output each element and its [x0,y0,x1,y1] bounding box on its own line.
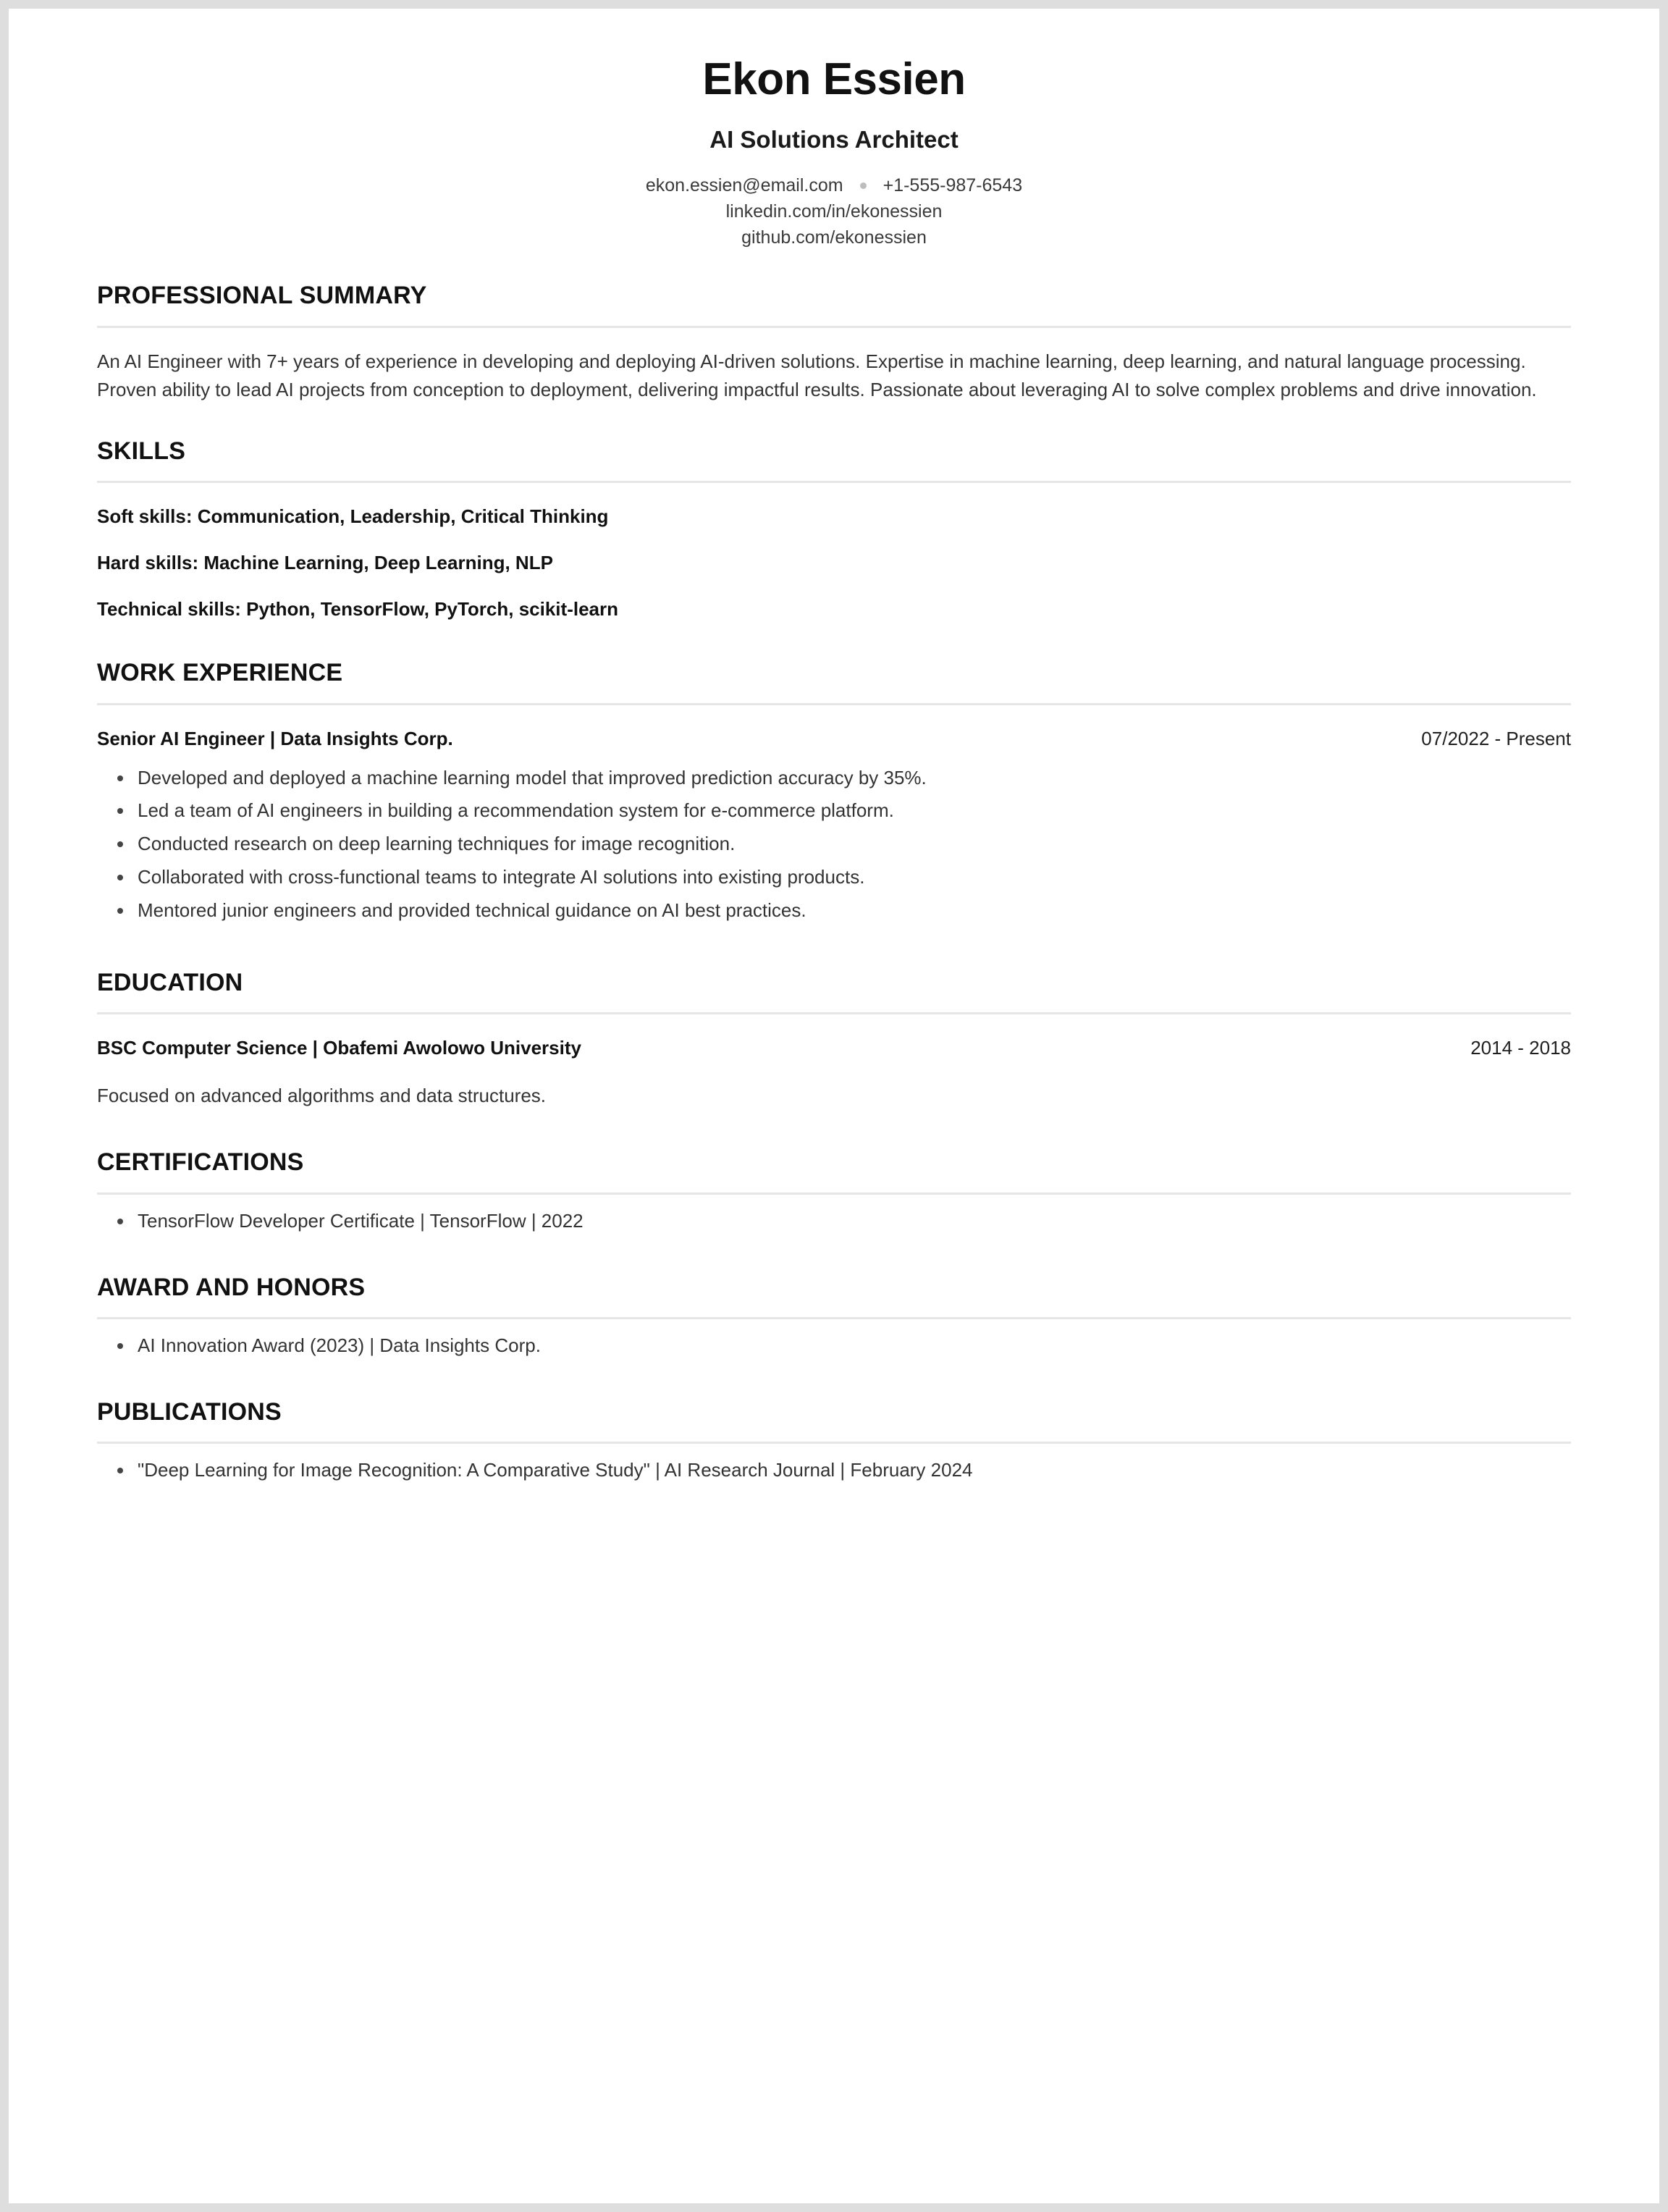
section-divider [97,1012,1571,1014]
list-item: Developed and deployed a machine learning model that improved prediction accuracy by 35%. [97,765,1571,791]
contact-phone[interactable]: +1-555-987-6543 [883,175,1023,196]
section-heading: PUBLICATIONS [97,1397,282,1426]
section-work-experience [97,660,1571,922]
section-divider [97,703,1571,705]
publications-list [97,1458,1571,1483]
section-heading: WORK EXPERIENCE [97,659,343,687]
section-certifications [97,1149,1571,1233]
section-heading: SKILLS [97,437,186,465]
education-note: Focused on advanced algorithms and data structures. [97,1084,547,1106]
list-item: AI Innovation Award (2023) | Data Insights Corp. [97,1333,1571,1358]
resume-page [9,9,1659,2203]
section-professional-summary [97,282,1571,404]
resume-header [97,9,1571,249]
candidate-name: Ekon Essien [702,54,966,104]
section-awards-and-honors [97,1274,1571,1358]
list-item: Led a team of AI engineers in building a recommendation system for e-commerce platform. [97,798,1571,823]
section-heading: AWARD AND HONORS [97,1273,366,1301]
section-divider [97,326,1571,328]
list-item: Collaborated with cross-functional teams to integrate AI solutions into existing products. [97,865,1571,890]
list-item: TensorFlow Developer Certificate | TensorFlow | 2022 [97,1208,1571,1234]
section-heading: CERTIFICATIONS [97,1148,304,1177]
experience-entry-header [97,727,1571,752]
section-education [97,970,1571,1109]
contact-github[interactable]: github.com/ekonessien [741,227,927,248]
awards-list [97,1333,1571,1358]
separator-dot-icon [860,182,867,189]
section-skills [97,438,1571,623]
candidate-job-title: AI Solutions Architect [709,126,959,154]
experience-date-range: 07/2022 - Present [1421,727,1571,749]
section-heading: EDUCATION [97,968,243,996]
experience-entry [97,727,1571,923]
list-item: Mentored junior engineers and provided technical guidance on AI best practices. [97,898,1571,923]
education-entry-header [97,1036,1571,1061]
education-degree-and-school: BSC Computer Science | Obafemi Awolowo University [97,1037,581,1059]
summary-paragraph: An AI Engineer with 7+ years of experience in developing and deploying AI-driven solutions. Expertise in machine learning, deep learning, and natural language processing. Proven ability to lead AI projects from conception to deployment, delivering impactful results. Passionate about leveraging AI to solve complex problems and drive innovation. [97,350,1537,401]
list-item: "Deep Learning for Image Recognition: A Comparative Study" | AI Research Journal | February 2024 [97,1458,1571,1483]
skill-line: Soft skills: Communication, Leadership, Critical Thinking [97,505,609,528]
contact-linkedin[interactable]: linkedin.com/in/ekonessien [725,201,943,222]
list-item: Conducted research on deep learning techniques for image recognition. [97,831,1571,857]
section-divider [97,481,1571,483]
experience-role-and-company: Senior AI Engineer | Data Insights Corp. [97,727,453,749]
education-entry [97,1036,1571,1109]
certifications-list [97,1208,1571,1234]
experience-bullet-list [97,765,1571,923]
education-date-range: 2014 - 2018 [1470,1037,1571,1059]
section-heading: PROFESSIONAL SUMMARY [97,282,427,310]
skill-line: Hard skills: Machine Learning, Deep Learning, NLP [97,552,553,574]
section-publications [97,1399,1571,1483]
skill-line: Technical skills: Python, TensorFlow, PyTorch, scikit-learn [97,598,618,621]
contact-email[interactable]: ekon.essien@email.com [645,175,843,196]
section-divider [97,1317,1571,1319]
contact-row-primary [97,174,1571,197]
section-divider [97,1193,1571,1195]
section-divider [97,1442,1571,1444]
